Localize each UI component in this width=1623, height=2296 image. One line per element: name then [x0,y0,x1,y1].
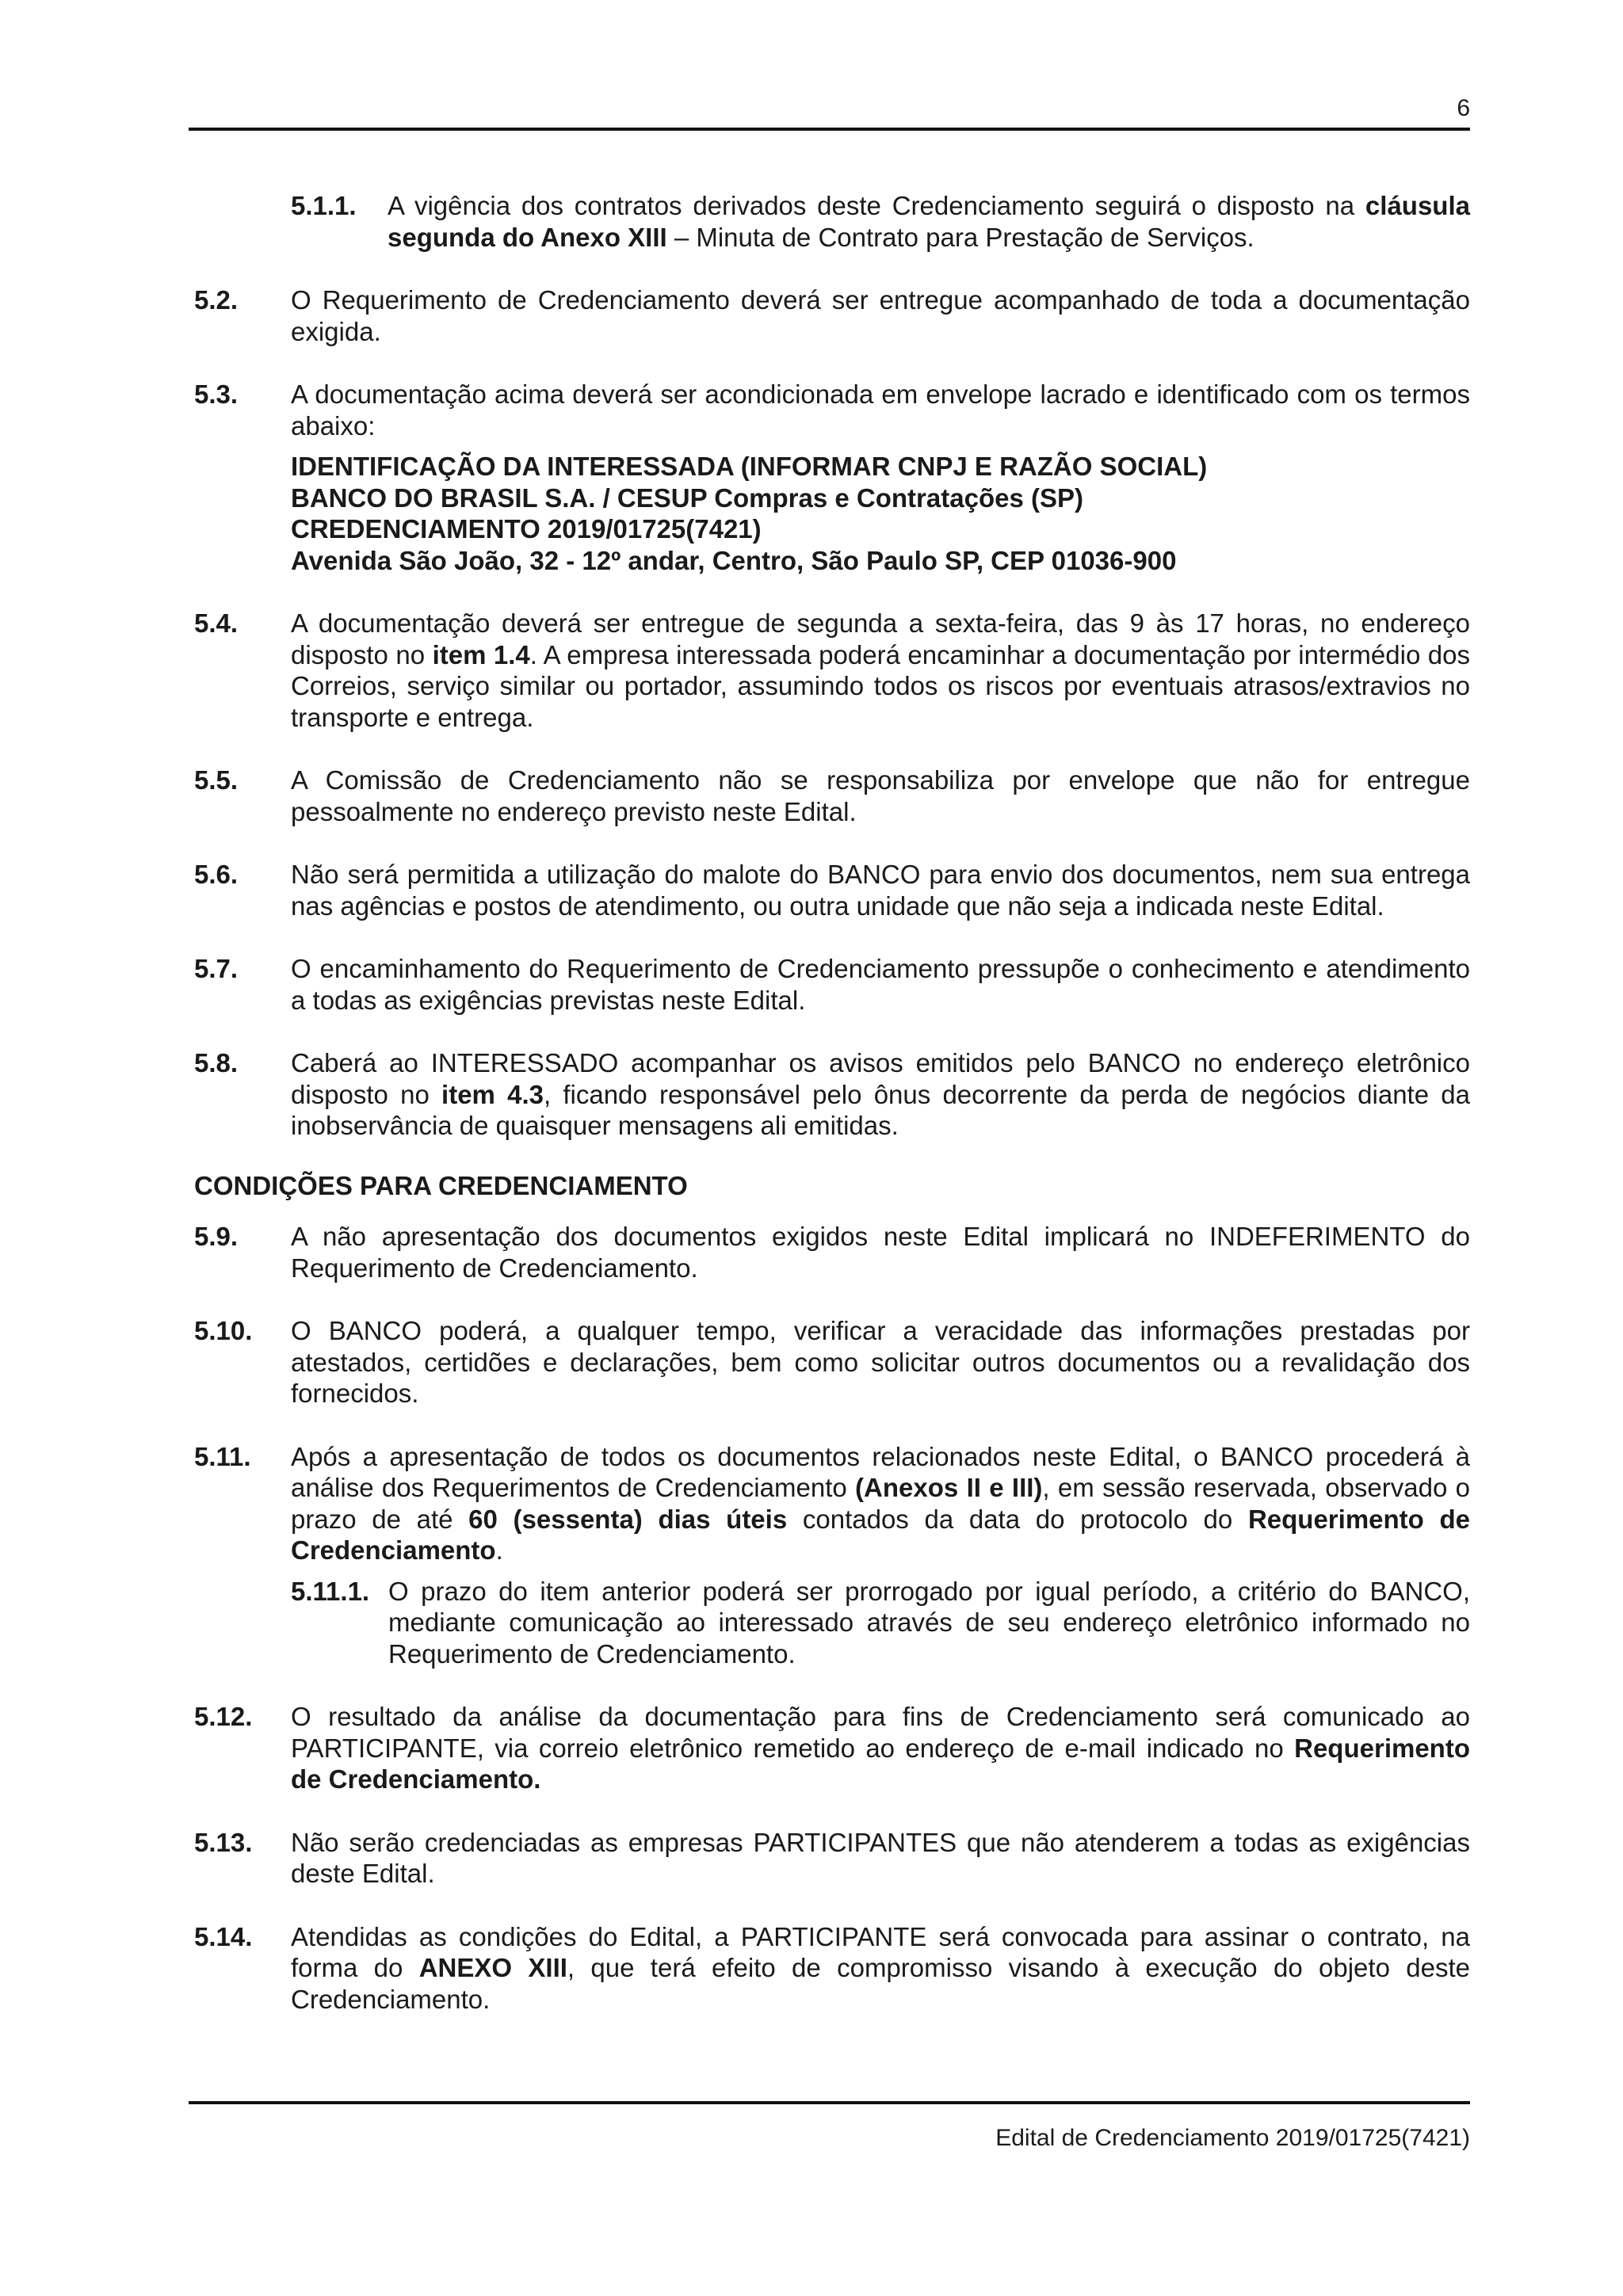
clause-text: O Requerimento de Credenciamento deverá ser entregue acompanhado de toda a documentação exigida. [291,285,1470,346]
page-number: 6 [1457,95,1470,121]
clause-text: . [495,1535,503,1565]
header-rule [189,128,1470,131]
clause-text: . A empresa interessada poderá encaminhar a documentação por intermédio dos Correios, serviço similar ou portador, assumindo todos os riscos por eventuais atrasos/extravios no transporte e entrega. [291,639,1470,732]
clause-text: A vigência dos contratos derivados deste Credenciamento seguirá o disposto na [388,191,1365,220]
clause-number: 5.10. [194,1316,253,1345]
footer-rule [189,2101,1470,2104]
clause-bold: item 4.3 [441,1079,544,1109]
clause-text: Não serão credenciadas as empresas PARTICIPANTES que não atenderem a todas as exigências deste Edital. [291,1827,1470,1888]
clause-number: 5.13. [194,1827,253,1857]
clause-text: , ficando responsável pelo ônus decorrente da perda de negócios diante da inobservância de quaisquer mensagens ali emitidas. [291,1079,1470,1140]
clause-5-3 [194,379,1470,576]
clause-5-13 [194,1827,1470,1890]
clause-5-10 [194,1315,1470,1409]
clause-number: 5.8. [194,1048,239,1077]
clause-text: Não será permitida a utilização do malote do BANCO para envio dos documentos, nem sua entrega nas agências e postos de atendimento, ou outra unidade que não seja a indicada neste Edital. [291,860,1470,921]
clause-bold: item 1.4 [432,639,530,669]
clause-text: contados da data do protocolo do [787,1504,1248,1534]
envelope-address [291,451,1470,576]
clause-text: O BANCO poderá, a qualquer tempo, verificar a veracidade das informações prestadas por atestados, certidões e declarações, bem como solicitar outros documentos ou a revalidação dos fornecidos. [291,1316,1470,1408]
section-heading: CONDIÇÕES PARA CREDENCIAMENTO [194,1170,688,1200]
clause-text: O encaminhamento do Requerimento de Credenciamento pressupõe o conhecimento e atendimento a todas as exigências previstas neste Edital. [291,954,1470,1015]
document-body [194,190,1470,2046]
clause-number: 5.11. [194,1441,251,1471]
clause-text: A Comissão de Credenciamento não se responsabiliza por envelope que não for entregue pessoalmente no endereço previsto neste Edital. [291,765,1470,826]
address-line: Avenida São João, 32 - 12º andar, Centro, São Paulo SP, CEP 01036-900 [291,545,1177,575]
clause-bold: Requerimento de Credenciamento. [291,1733,1470,1794]
clause-number: 5.11.1. [291,1576,370,1606]
document-footer: Edital de Credenciamento 2019/01725(7421) [995,2125,1470,2151]
clause-number: 5.6. [194,860,239,889]
clause-text: Após a apresentação de todos os documentos relacionados neste Edital, o BANCO procederá à análise dos Requerimentos de Credenciamento [291,1441,1470,1502]
clause-5-7 [194,953,1470,1016]
clause-number: 5.7. [194,954,239,983]
clause-bold: ANEXO XIII [418,1953,567,1982]
clause-text: – Minuta de Contrato para Prestação de Serviços. [666,222,1254,252]
clause-number: 5.12. [194,1702,253,1731]
clause-text: A não apresentação dos documentos exigidos neste Edital implicará no INDEFERIMENTO do Requerimento de Credenciamento. [291,1222,1470,1283]
clause-text: Caberá ao INTERESSADO acompanhar os avisos emitidos pelo BANCO no endereço eletrônico disposto no [291,1048,1470,1109]
clause-text: Atendidas as condições do Edital, a PARTICIPANTE será convocada para assinar o contrato, na forma do [291,1921,1470,1982]
clause-text: A documentação deverá ser entregue de segunda a sexta-feira, das 9 às 17 horas, no endereço disposto no [291,608,1470,669]
clause-text: O resultado da análise da documentação para fins de Credenciamento será comunicado ao PARTICIPANTE, via correio eletrônico remetido ao endereço de e-mail indicado no [291,1702,1470,1763]
clause-5-8 [194,1047,1470,1142]
address-line: CREDENCIAMENTO 2019/01725(7421) [291,514,762,543]
clause-5-6 [194,859,1470,921]
clause-number: 5.1.1. [291,191,357,220]
clause-number: 5.3. [194,379,239,409]
clause-number: 5.4. [194,608,239,638]
clause-bold: (Anexos II e III) [855,1473,1043,1502]
clause-text: O prazo do item anterior poderá ser prorrogado por igual período, a critério do BANCO, mediante comunicação ao interessado através de seu endereço eletrônico informado no Requerimento de Credenciamento. [388,1576,1470,1669]
clause-text: , em sessão reservada, observado o prazo de até [291,1473,1470,1534]
clause-number: 5.5. [194,765,239,795]
clause-5-5 [194,765,1470,827]
clause-bold: Requerimento de Credenciamento [291,1504,1471,1565]
clause-5-14 [194,1921,1470,2016]
clause-bold: 60 (sessenta) dias úteis [468,1504,788,1534]
clause-text: , que terá efeito de compromisso visando à execução do objeto deste Credenciamento. [291,1953,1470,2014]
address-line: IDENTIFICAÇÃO DA INTERESSADA (INFORMAR CNPJ E RAZÃO SOCIAL) [291,452,1208,481]
clause-5-12 [194,1701,1470,1795]
clause-number: 5.2. [194,285,239,315]
clause-5-9 [194,1221,1470,1283]
clause-number: 5.14. [194,1921,253,1951]
clause-text: A documentação acima deverá ser acondicionada em envelope lacrado e identificado com os termos abaixo: [291,379,1470,441]
address-line: BANCO DO BRASIL S.A. / CESUP Compras e Contratações (SP) [291,482,1083,513]
clause-bold: cláusula segunda do Anexo XIII [388,191,1470,252]
clause-5-11 [194,1441,1470,1566]
clause-5-2 [194,284,1470,347]
clause-5-11-1 [291,1576,1470,1670]
clause-number: 5.9. [194,1222,239,1251]
clause-5-4 [194,608,1470,733]
clause-5-1-1 [291,190,1470,253]
